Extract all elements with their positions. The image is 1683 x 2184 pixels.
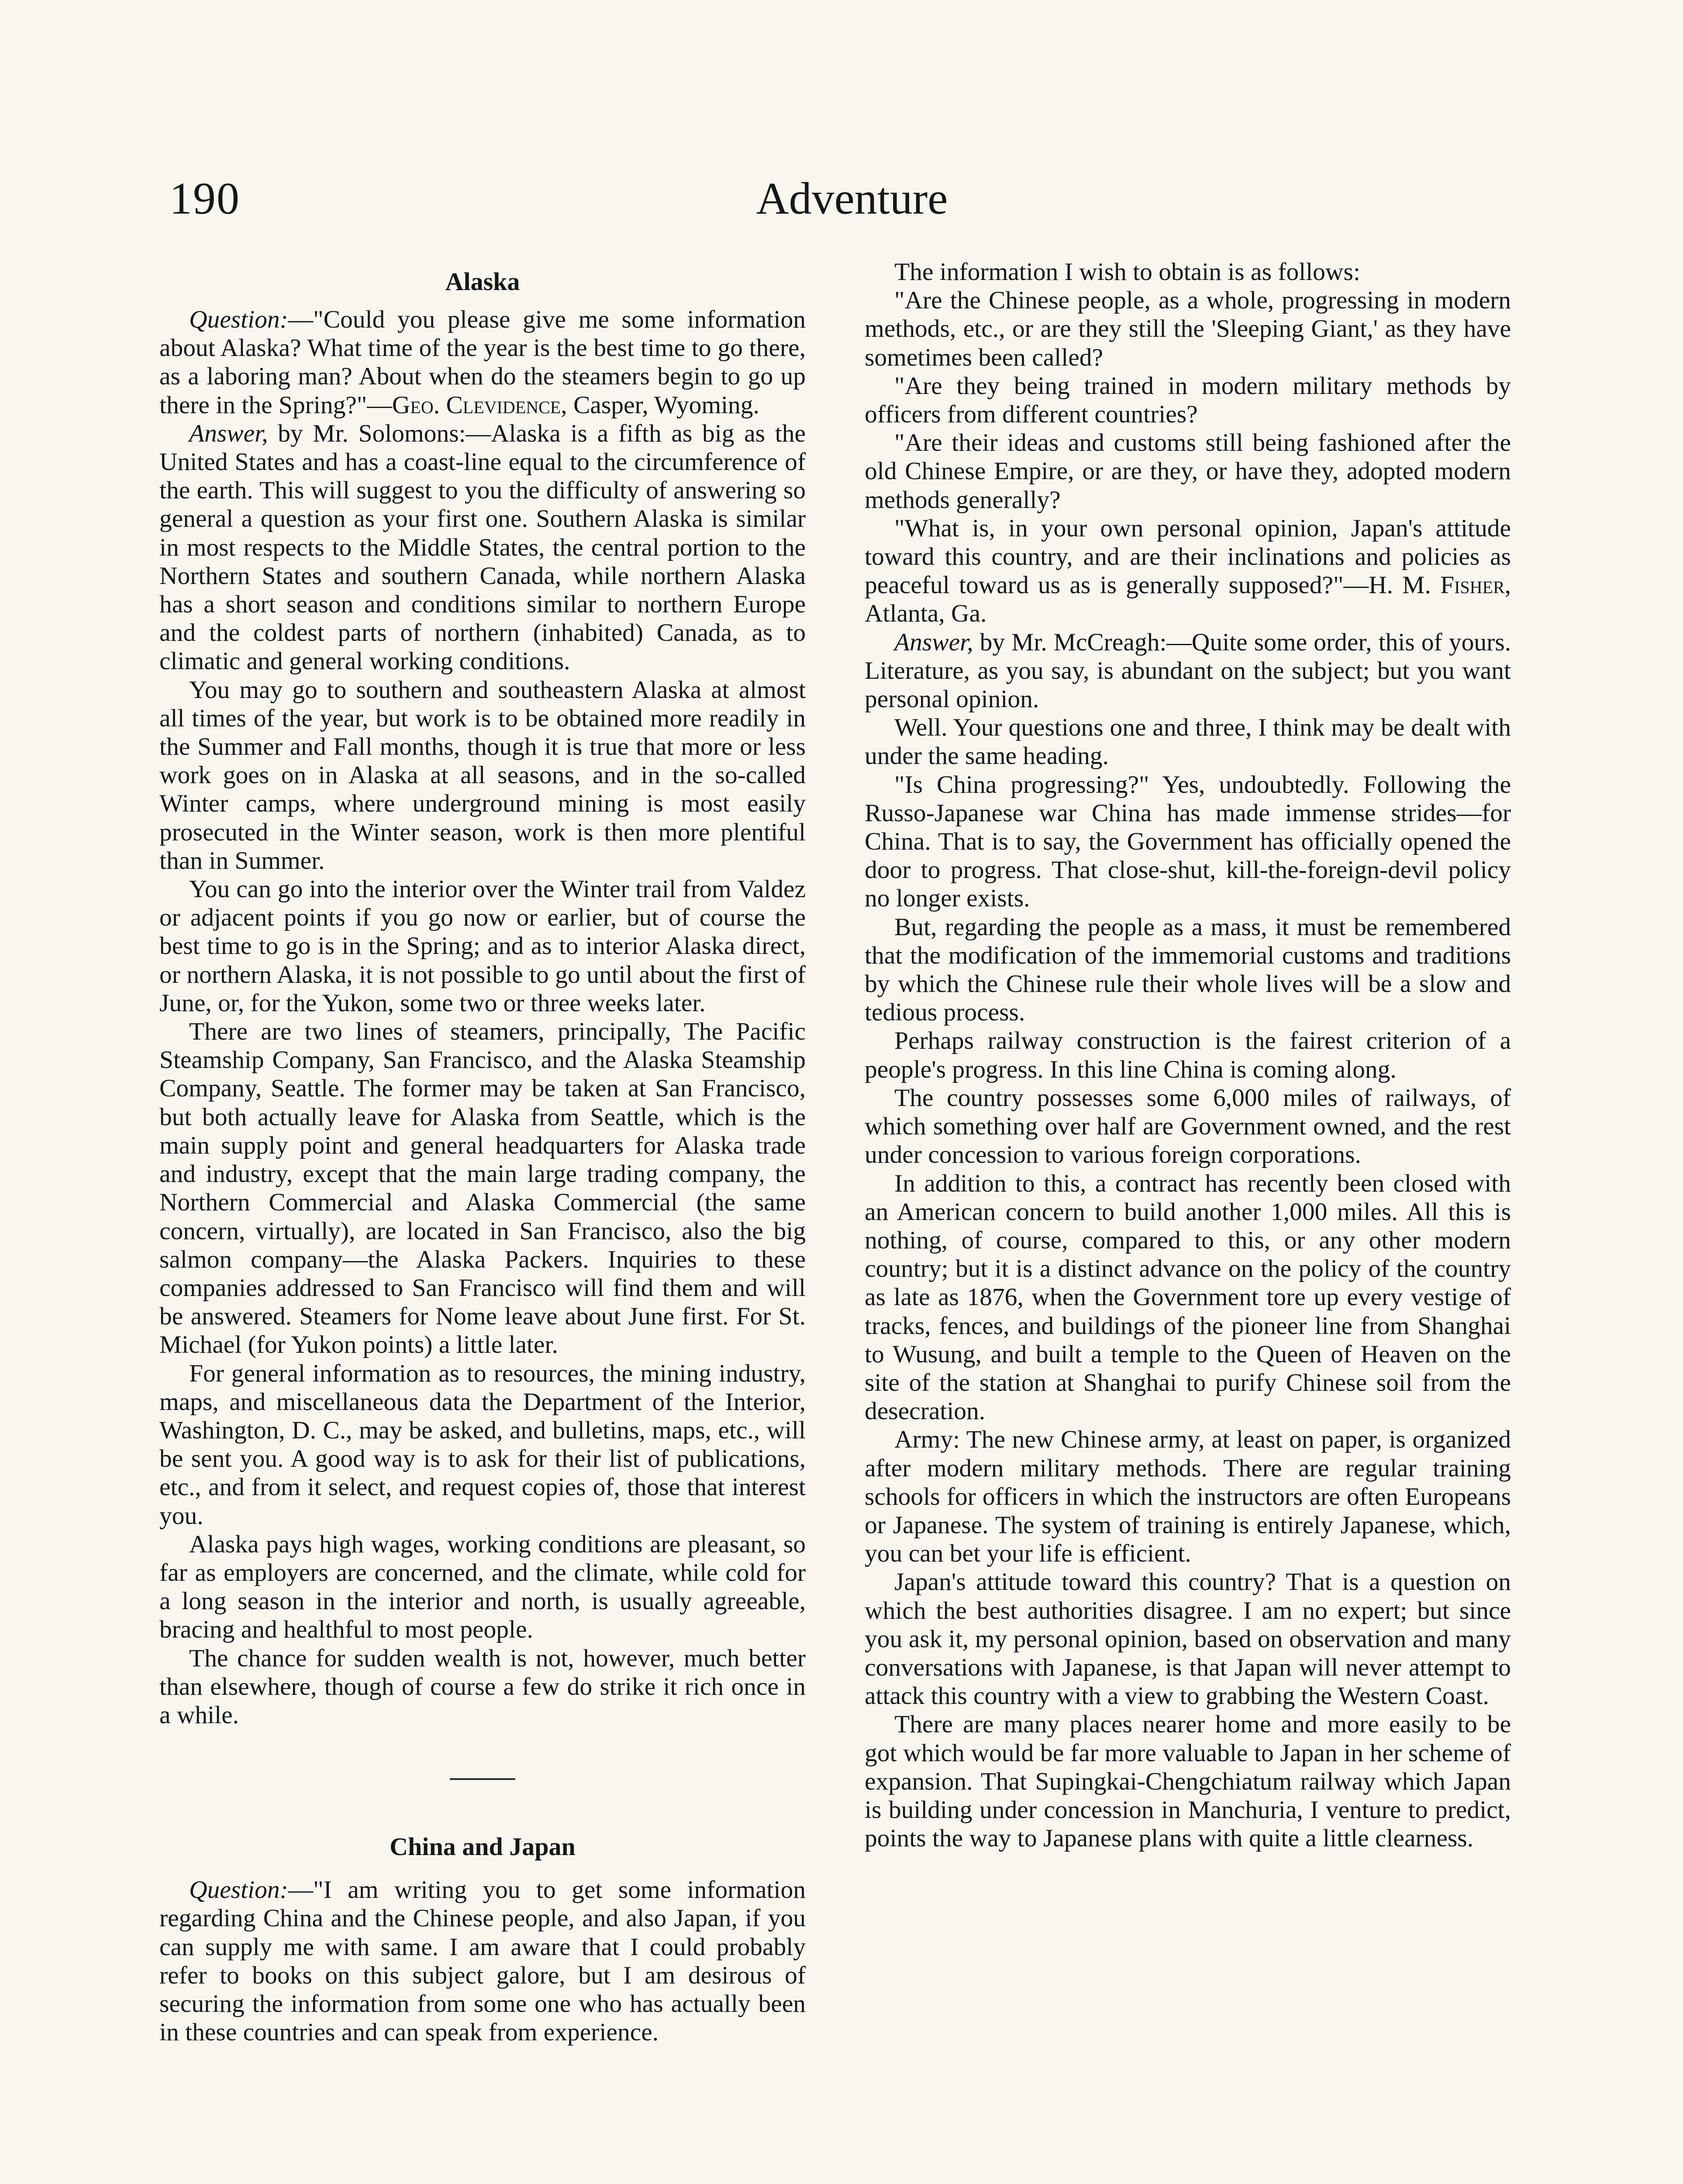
- alaska-heading: Alaska: [445, 267, 520, 296]
- alaska-question: [159, 305, 806, 419]
- china-answer-paragraph: But, regarding the people as a mass, it must be remembered that the modification of the immemorial customs and traditions by which the Chinese rule their whole lives will be a slow and tedious process.: [865, 913, 1511, 1026]
- alaska-paragraph: You can go into the interior over the Winter trail from Valdez or adjacent points if you go now or earlier, but of course the best time to go is in the Spring; and as to interior Alaska direct, or northern Alaska, it is not possible to go until about the first of June, or, for the Yukon, some two or three weeks later.: [159, 875, 806, 1017]
- question-label: Question:: [189, 1876, 288, 1904]
- question-signature: Geo. Clevidence,: [392, 391, 567, 419]
- alaska-paragraph: For general information as to resources, the mining industry, maps, and miscellaneous data the Department of the Interior, Washington, D. C., may be asked, and bulletins, maps, etc., will be sent you. A good way is to ask for their list of publications, etc., and from it select, and request copies of, those that interest you.: [159, 1359, 806, 1530]
- china-answer-paragraph: The country possesses some 6,000 miles of railways, of which something over half are Government owned, and the rest under concession to various foreign corporations.: [865, 1084, 1511, 1169]
- page-header: [169, 168, 1535, 229]
- right-column: [865, 258, 1511, 1852]
- china-question-paragraph: The information I wish to obtain is as follows:: [894, 258, 1360, 286]
- answer-label: Answer,: [189, 419, 268, 447]
- china-answer-paragraph: Japan's attitude toward this country? That is a question on which the best authorities disagree. I am no expert; but since you ask it, my personal opinion, based on observation and many conversations with Japanese, is that Japan will never attempt to attack this country with a view to grabbing the Western Coast.: [865, 1568, 1511, 1710]
- china-answer: [865, 628, 1511, 714]
- alaska-paragraph: The chance for sudden wealth is not, however, much better than elsewhere, though of course a few do strike it rich once in a while.: [159, 1644, 806, 1729]
- china-answer-paragraph: In addition to this, a contract has recently been closed with an American concern to build another 1,000 miles. All this is nothing, of course, compared to this, or any other modern country; but it is a distinct advance on the policy of the country as late as 1876, when the Government tore up every vestige of tracks, fences, and buildings of the pioneer line from Shanghai to Wusung, and built a temple to the Queen of Heaven on the site of the station at Shanghai to purify Chinese soil from the desecration.: [865, 1169, 1511, 1425]
- alaska-paragraph: There are two lines of steamers, principally, The Pacific Steamship Company, San Francisco, and the Alaska Steamship Company, Seattle. The former may be taken at San Francisco, but both actually leave for Alaska from Seattle, which is the main supply point and general headquarters for Alaska trade and industry, except that the main large trading company, the Northern Commercial and Alaska Commercial (the same concern, virtually), are located in San Francisco, also the big salmon company—the Alaska Packers. Inquiries to these companies addressed to San Francisco will find them and will be answered. Steamers for Nome leave about June first. For St. Michael (for Yukon points) a little later.: [159, 1018, 806, 1359]
- alaska-paragraph: You may go to southern and southeastern Alaska at almost all times of the year, but work is to be obtained more readily in the Summer and Fall months, though it is true that more or less work goes on in Alaska at all seasons, and in the so-called Winter camps, where underground mining is most easily prosecuted in the Winter season, work is then more plentiful than in Summer.: [159, 676, 806, 874]
- alaska-answer: [159, 419, 806, 676]
- section-divider: [450, 1778, 515, 1780]
- china-answer-paragraph: There are many places nearer home and more easily to be got which would be far more valuable to Japan in her scheme of expansion. That Supingkai-Chengchiatum railway which Japan is building under concession in Manchuria, I venture to predict, points the way to Japanese plans with quite a little clearness.: [865, 1711, 1511, 1852]
- question-text: —"I am writing you to get some information regarding China and the Chinese people, and also Japan, if you can supply me with same. I am aware that I could probably refer to books on this subject galore, but I am desirous of securing the information from some one who has actually been in these countries and can speak from experience.: [159, 1876, 806, 2046]
- china-question-paragraph: "Are they being trained in modern military methods by officers from different countries?: [865, 372, 1511, 429]
- china-answer-paragraph: "Is China progressing?" Yes, undoubtedly. Following the Russo-Japanese war China has made immense strides—for China. That is to say, the Government has officially opened the door to progress. That close-shut, kill-the-foreign-devil policy no longer exists.: [865, 771, 1511, 912]
- china-question-paragraph: "Are their ideas and customs still being fashioned after the old Chinese Empire, or are they, or have they, adopted modern methods generally?: [865, 429, 1511, 514]
- answer-text: by Mr. McCreagh:—Quite some order, this of yours. Literature, as you say, is abundant on the subject; but you want personal opinion.: [865, 628, 1511, 713]
- question-location: Casper, Wyoming.: [567, 391, 759, 419]
- question-last-text: "What is, in your own personal opinion, Japan's attitude toward this country, and are their inclinations and policies as peaceful toward us as is generally supposed?"—: [865, 514, 1511, 599]
- answer-text: by Mr. Solomons:—Alaska is a fifth as big as the United States and has a coast-line equal to the circumference of the earth. This will suggest to you the difficulty of answering so general a question as your first one. Southern Alaska is similar in most respects to the Middle States, the central portion to the Northern States and southern Canada, while northern Alaska has a short season and conditions similar to northern Europe and the coldest parts of northern (inhabited) Canada, as to climatic and general working conditions.: [159, 419, 806, 675]
- answer-label: Answer,: [894, 628, 973, 656]
- question-location: Atlanta, Ga.: [865, 600, 987, 628]
- china-question: [159, 1876, 806, 2046]
- question-text: —"Could you please give me some information about Alaska? What time of the year is the best time to go there, as a laboring man? About when do the steamers begin to go up there in the Spring?"—: [159, 306, 806, 419]
- question-signature: H. M. Fisher,: [1369, 571, 1511, 599]
- china-answer-paragraph: Perhaps railway construction is the fairest criterion of a people's progress. In this line China is coming along.: [865, 1027, 1511, 1083]
- china-japan-heading: China and Japan: [390, 1832, 576, 1861]
- china-answer-paragraph: Army: The new Chinese army, at least on paper, is organized after modern military methods. There are regular training schools for officers in which the instructors are often Europeans or Japanese. The system of training is entirely Japanese, which, you can bet your life is efficient.: [865, 1426, 1511, 1568]
- left-column: [159, 262, 806, 2046]
- china-question-last: [865, 514, 1511, 628]
- alaska-paragraph: Alaska pays high wages, working conditions are pleasant, so far as employers are concerned, and the climate, while cold for a long season in the interior and north, is usually agreeable, bracing and healthful to most people.: [159, 1530, 806, 1644]
- running-title: Adventure: [756, 173, 948, 224]
- china-question-paragraph: "Are the Chinese people, as a whole, progressing in modern methods, etc., or are they still the 'Sleeping Giant,' as they have sometimes been called?: [865, 287, 1511, 371]
- china-answer-paragraph: Well. Your questions one and three, I think may be dealt with under the same heading.: [865, 714, 1511, 770]
- question-label: Question:: [189, 306, 288, 333]
- page-number: 190: [169, 173, 240, 224]
